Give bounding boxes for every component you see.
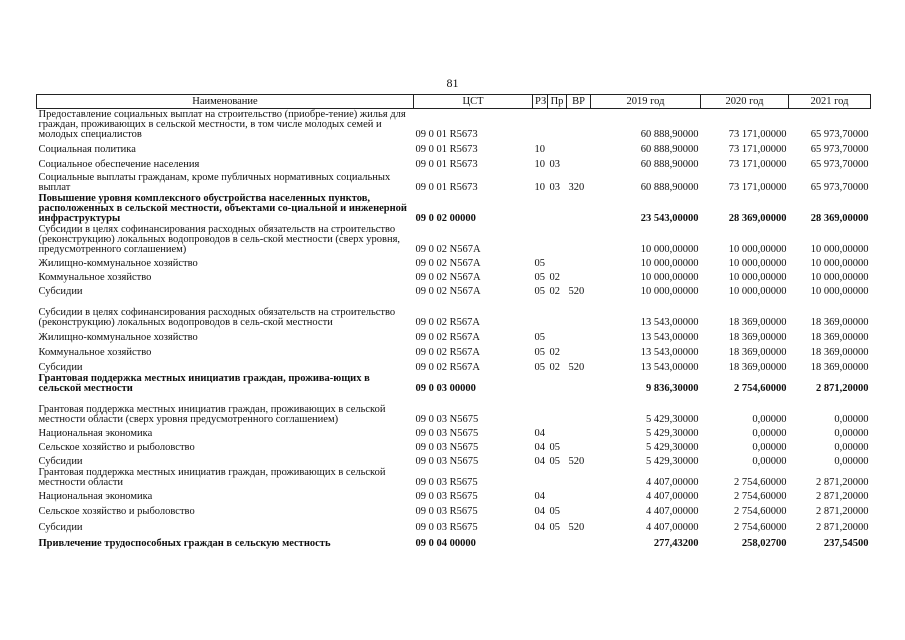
row-vr: 520 <box>568 456 585 467</box>
row-2019-amount: 4 407,00000 <box>646 477 699 488</box>
row-name: Субсидии <box>38 286 83 297</box>
row-2019-amount: 10 000,00000 <box>640 272 699 283</box>
row-name: Субсидии в целях софинансирования расходных обязательств на строительство (реконструкцию) локальных водопроводов в сель-ской местности (сверх уровня, предусмотренного соглашением) <box>38 224 401 255</box>
header-name: Наименование <box>37 95 414 109</box>
row-name: Субсидии <box>38 362 83 373</box>
row-vr: 520 <box>568 522 585 533</box>
row-2019-amount: 5 429,30000 <box>646 442 699 453</box>
row-cst: 09 0 03 N5675 <box>415 428 479 439</box>
row-pr <box>548 140 567 155</box>
row-2021-amount: 2 871,20000 <box>816 477 869 488</box>
row-2019-amount: 60 888,90000 <box>640 182 699 193</box>
row-vr <box>567 269 591 283</box>
row-2019-amount: 10 000,00000 <box>640 244 699 255</box>
row-2020-amount: 2 754,60000 <box>734 522 787 533</box>
row-2019-amount: 5 429,30000 <box>646 428 699 439</box>
row-pr: 02 <box>549 286 560 297</box>
table-row <box>37 358 871 373</box>
row-rz: 04 <box>534 456 545 467</box>
row-rz: 04 <box>534 428 545 439</box>
header-pr: Пр <box>548 95 567 109</box>
row-rz <box>533 373 548 394</box>
row-2020-amount: 2 754,60000 <box>734 477 787 488</box>
row-name: Жилищно-коммунальное хозяйство <box>38 258 198 269</box>
row-pr <box>548 425 567 439</box>
row-vr <box>567 373 591 394</box>
row-vr: 520 <box>568 362 585 373</box>
row-cst: 09 0 03 R5675 <box>415 491 478 502</box>
row-pr <box>548 394 567 425</box>
row-cst: 09 0 03 R5675 <box>415 522 478 533</box>
row-2021-amount: 28 369,00000 <box>810 213 869 224</box>
row-2021-amount: 2 871,20000 <box>816 506 869 517</box>
row-cst: 09 0 02 R567A <box>415 362 480 373</box>
table-row <box>37 283 871 297</box>
row-pr <box>548 328 567 343</box>
row-cst: 09 0 02 N567A <box>415 272 481 283</box>
row-2020-amount: 2 754,60000 <box>734 506 787 517</box>
table-row <box>37 394 871 425</box>
row-name: Социальное обеспечение населения <box>38 159 200 170</box>
row-2021-amount: 2 871,20000 <box>816 383 869 394</box>
header-rz: РЗ <box>533 95 548 109</box>
row-rz: 05 <box>534 332 545 343</box>
row-2021-amount: 0,00000 <box>834 414 869 425</box>
table-row <box>37 453 871 467</box>
row-pr <box>548 533 567 549</box>
table-body <box>37 109 871 550</box>
row-name: Грантовая поддержка местных инициатив граждан, проживающих в сельской местности области <box>38 467 386 488</box>
row-2021-amount: 0,00000 <box>834 428 869 439</box>
row-2020-amount: 73 171,00000 <box>728 182 787 193</box>
row-cst: 09 0 03 R5675 <box>415 506 478 517</box>
table-row <box>37 467 871 488</box>
row-2021-amount: 2 871,20000 <box>816 522 869 533</box>
table-row <box>37 517 871 533</box>
row-name: Национальная экономика <box>38 428 153 439</box>
row-2021-amount: 18 369,00000 <box>810 362 869 373</box>
row-rz: 04 <box>534 522 545 533</box>
row-cst: 09 0 02 N567A <box>415 258 481 269</box>
row-rz: 05 <box>534 347 545 358</box>
row-2021-amount: 18 369,00000 <box>810 317 869 328</box>
row-vr <box>567 343 591 358</box>
row-vr <box>567 394 591 425</box>
row-name: Социальные выплаты гражданам, кроме публичных нормативных социальных выплат <box>38 172 391 193</box>
row-2020-amount: 10 000,00000 <box>728 244 787 255</box>
header-cst: ЦСТ <box>414 95 533 109</box>
row-2019-amount: 13 543,00000 <box>640 362 699 373</box>
row-2021-amount: 18 369,00000 <box>810 332 869 343</box>
table-row <box>37 502 871 517</box>
row-name: Социальная политика <box>38 144 136 155</box>
row-cst: 09 0 03 R5675 <box>415 477 478 488</box>
row-2019-amount: 5 429,30000 <box>646 414 699 425</box>
row-2021-amount: 65 973,70000 <box>810 144 869 155</box>
row-pr <box>548 467 567 488</box>
row-cst: 09 0 04 00000 <box>415 538 476 549</box>
row-2021-amount: 18 369,00000 <box>810 347 869 358</box>
row-rz <box>533 394 548 425</box>
table-row <box>37 328 871 343</box>
page-number: 81 <box>446 76 459 90</box>
row-2019-amount: 13 543,00000 <box>640 332 699 343</box>
table-row <box>37 109 871 141</box>
row-2020-amount: 10 000,00000 <box>728 272 787 283</box>
row-2021-amount: 10 000,00000 <box>810 272 869 283</box>
row-pr <box>548 193 567 224</box>
row-2019-amount: 13 543,00000 <box>640 317 699 328</box>
table-row <box>37 140 871 155</box>
row-rz <box>533 224 548 255</box>
row-rz: 10 <box>534 182 545 193</box>
row-vr <box>567 533 591 549</box>
row-2021-amount: 0,00000 <box>834 442 869 453</box>
row-2020-amount: 0,00000 <box>752 428 787 439</box>
row-vr <box>567 224 591 255</box>
row-2019-amount: 4 407,00000 <box>646 491 699 502</box>
row-rz <box>533 533 548 549</box>
row-pr: 05 <box>549 442 560 453</box>
row-2020-amount: 2 754,60000 <box>734 383 787 394</box>
row-cst: 09 0 03 N5675 <box>415 414 479 425</box>
row-pr: 05 <box>549 456 560 467</box>
table-row <box>37 297 871 328</box>
row-rz <box>533 109 548 141</box>
row-rz <box>533 297 548 328</box>
row-2020-amount: 28 369,00000 <box>728 213 787 224</box>
row-pr <box>548 224 567 255</box>
row-2019-amount: 13 543,00000 <box>640 347 699 358</box>
row-2019-amount: 60 888,90000 <box>640 159 699 170</box>
row-2021-amount: 10 000,00000 <box>810 244 869 255</box>
row-rz: 04 <box>534 491 545 502</box>
row-rz: 10 <box>534 159 545 170</box>
row-2021-amount: 0,00000 <box>834 456 869 467</box>
row-vr <box>567 140 591 155</box>
row-rz: 04 <box>534 506 545 517</box>
row-cst: 09 0 02 R567A <box>415 332 480 343</box>
row-2021-amount: 10 000,00000 <box>810 258 869 269</box>
row-2020-amount: 18 369,00000 <box>728 332 787 343</box>
table-row <box>37 255 871 269</box>
row-cst: 09 0 03 N5675 <box>415 442 479 453</box>
row-2019-amount: 277,43200 <box>653 538 699 549</box>
row-pr <box>548 373 567 394</box>
row-vr <box>567 439 591 453</box>
row-2020-amount: 73 171,00000 <box>728 129 787 140</box>
row-name: Сельское хозяйство и рыболовство <box>38 506 195 517</box>
row-cst: 09 0 02 R567A <box>415 347 480 358</box>
row-2021-amount: 10 000,00000 <box>810 286 869 297</box>
header-2020: 2020 год <box>701 95 789 109</box>
row-pr: 05 <box>549 506 560 517</box>
row-cst: 09 0 02 N567A <box>415 286 481 297</box>
row-name: Субсидии в целях софинансирования расходных обязательств на строительство (реконструкцию) локальных водопроводов в сель-ской местности <box>38 307 396 328</box>
row-2021-amount: 65 973,70000 <box>810 129 869 140</box>
row-2021-amount: 237,54500 <box>823 538 869 549</box>
row-2020-amount: 18 369,00000 <box>728 347 787 358</box>
row-rz: 05 <box>534 362 545 373</box>
table-row <box>37 224 871 255</box>
row-2021-amount: 65 973,70000 <box>810 159 869 170</box>
table-row <box>37 425 871 439</box>
row-rz: 04 <box>534 442 545 453</box>
row-vr <box>567 502 591 517</box>
row-vr <box>567 328 591 343</box>
row-2020-amount: 18 369,00000 <box>728 362 787 373</box>
row-name: Предоставление социальных выплат на строительство (приобре-тение) жилья для граждан, проживающих в сельской местности, в том числе молодых семей и молодых специалистов <box>38 109 406 140</box>
row-2020-amount: 10 000,00000 <box>728 258 787 269</box>
row-pr <box>548 488 567 502</box>
row-2020-amount: 18 369,00000 <box>728 317 787 328</box>
row-2019-amount: 5 429,30000 <box>646 456 699 467</box>
row-pr <box>548 297 567 328</box>
row-2019-amount: 60 888,90000 <box>640 129 699 140</box>
row-2019-amount: 23 543,00000 <box>640 213 699 224</box>
row-2020-amount: 2 754,60000 <box>734 491 787 502</box>
table-row <box>37 170 871 193</box>
row-cst: 09 0 01 R5673 <box>415 129 478 140</box>
row-vr: 320 <box>568 182 585 193</box>
row-name: Жилищно-коммунальное хозяйство <box>38 332 198 343</box>
header-2021: 2021 год <box>789 95 871 109</box>
table-row <box>37 488 871 502</box>
row-2019-amount: 4 407,00000 <box>646 522 699 533</box>
row-pr: 02 <box>549 362 560 373</box>
header-vr: ВР <box>567 95 591 109</box>
row-pr <box>548 109 567 141</box>
row-cst: 09 0 02 00000 <box>415 213 476 224</box>
budget-table <box>36 94 871 549</box>
row-rz: 05 <box>534 258 545 269</box>
row-vr <box>567 109 591 141</box>
row-cst: 09 0 03 N5675 <box>415 456 479 467</box>
row-name: Повышение уровня комплексного обустройства населенных пунктов, расположенных в сельской местности, объектами со-циальной и инженерной инфраструктуры <box>38 193 407 224</box>
row-pr <box>548 255 567 269</box>
row-vr <box>567 193 591 224</box>
row-pr: 02 <box>549 347 560 358</box>
row-vr <box>567 155 591 170</box>
table-row <box>37 373 871 394</box>
row-2020-amount: 0,00000 <box>752 414 787 425</box>
row-vr <box>567 297 591 328</box>
row-rz <box>533 193 548 224</box>
row-vr <box>567 467 591 488</box>
row-name: Национальная экономика <box>38 491 153 502</box>
row-name: Субсидии <box>38 522 83 533</box>
row-name: Сельское хозяйство и рыболовство <box>38 442 195 453</box>
row-pr: 02 <box>549 272 560 283</box>
row-name: Привлечение трудоспособных граждан в сельскую местность <box>38 538 331 549</box>
row-cst: 09 0 01 R5673 <box>415 144 478 155</box>
table-row <box>37 193 871 224</box>
row-cst: 09 0 03 00000 <box>415 383 476 394</box>
row-2021-amount: 2 871,20000 <box>816 491 869 502</box>
row-2020-amount: 0,00000 <box>752 456 787 467</box>
row-2020-amount: 73 171,00000 <box>728 159 787 170</box>
row-pr: 03 <box>549 182 560 193</box>
row-name: Грантовая поддержка местных инициатив граждан, прожива-ющих в сельской местности <box>38 373 370 394</box>
row-2020-amount: 0,00000 <box>752 442 787 453</box>
row-name: Субсидии <box>38 456 83 467</box>
row-2020-amount: 73 171,00000 <box>728 144 787 155</box>
row-cst: 09 0 01 R5673 <box>415 159 478 170</box>
row-vr: 520 <box>568 286 585 297</box>
row-vr <box>567 255 591 269</box>
row-pr: 03 <box>549 159 560 170</box>
row-2020-amount: 10 000,00000 <box>728 286 787 297</box>
header-2019: 2019 год <box>591 95 701 109</box>
row-name: Коммунальное хозяйство <box>38 272 152 283</box>
row-cst: 09 0 01 R5673 <box>415 182 478 193</box>
table-row <box>37 343 871 358</box>
table-row <box>37 155 871 170</box>
row-2019-amount: 9 836,30000 <box>646 383 699 394</box>
row-name: Грантовая поддержка местных инициатив граждан, проживающих в сельской местности области (сверх уровня предусмотренного соглашением) <box>38 404 386 425</box>
row-2019-amount: 10 000,00000 <box>640 286 699 297</box>
row-vr <box>567 488 591 502</box>
row-cst: 09 0 02 N567A <box>415 244 481 255</box>
row-rz: 05 <box>534 272 545 283</box>
row-rz: 10 <box>534 144 545 155</box>
row-pr: 05 <box>549 522 560 533</box>
row-2021-amount: 65 973,70000 <box>810 182 869 193</box>
row-2019-amount: 10 000,00000 <box>640 258 699 269</box>
row-vr <box>567 425 591 439</box>
row-2020-amount: 258,02700 <box>741 538 787 549</box>
table-header-row <box>37 95 871 109</box>
row-cst: 09 0 02 R567A <box>415 317 480 328</box>
row-2019-amount: 4 407,00000 <box>646 506 699 517</box>
table-row <box>37 439 871 453</box>
row-name: Коммунальное хозяйство <box>38 347 152 358</box>
table-row <box>37 533 871 549</box>
row-rz: 05 <box>534 286 545 297</box>
row-rz <box>533 467 548 488</box>
table-row <box>37 269 871 283</box>
row-2019-amount: 60 888,90000 <box>640 144 699 155</box>
